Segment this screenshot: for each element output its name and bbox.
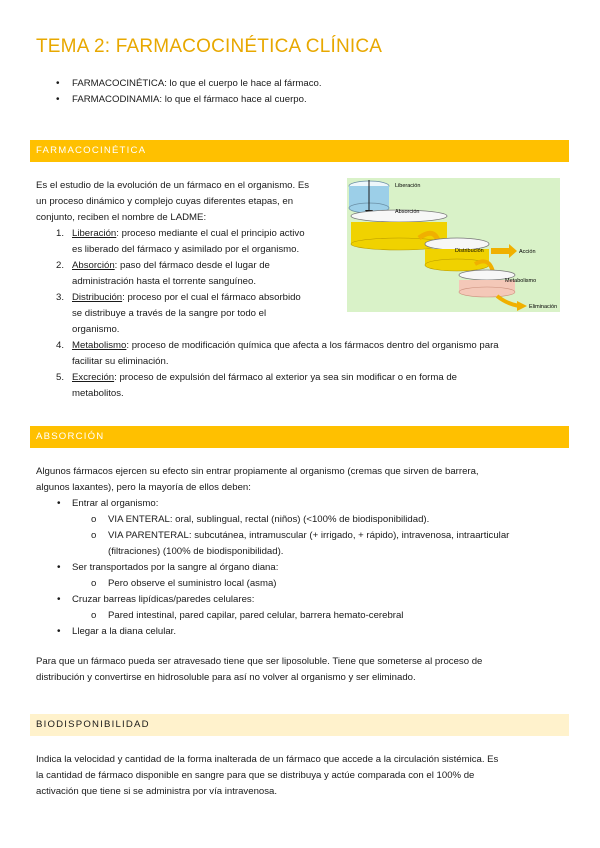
text-line: : proceso de modificación química que afecta a los fármacos dentro del organismo para	[126, 340, 499, 351]
text-line: : proceso de expulsión del fármaco al exterior ya sea sin modificar o en forma de	[114, 372, 458, 383]
farmacocinetica-intro	[36, 178, 346, 226]
text-line: la cantidad de fármaco disponible en sangre para que se distribuya y actúe comparada con el 100% de	[36, 770, 475, 781]
list-item: • FARMACOCINÉTICA: lo que el cuerpo le hace al fármaco.	[36, 76, 566, 92]
label-absorcion: Absorción	[395, 209, 420, 215]
term: Excreción	[72, 372, 115, 383]
term: Absorción	[72, 260, 115, 271]
text-line: Es el estudio de la evolución de un fármaco en el organismo. Es	[36, 180, 310, 191]
list-item	[36, 512, 566, 528]
list-item	[36, 576, 566, 592]
text-line: Algunos fármacos ejercen su efecto sin entrar propiamente al organismo (cremas que sirven de barrera,	[36, 466, 479, 477]
list-item	[36, 528, 566, 544]
list-item	[36, 370, 566, 402]
absorcion-list	[36, 496, 566, 640]
text-line: un proceso dinámico y complejo cuyas diferentes etapas, en	[36, 196, 294, 207]
section-heading-biodisponibilidad: BIODISPONIBILIDAD	[30, 714, 569, 736]
text-line: : paso del fármaco desde el lugar de	[114, 260, 270, 271]
list-number: 4.	[56, 340, 65, 351]
ladme-diagram	[347, 172, 560, 318]
label-eliminacion: Eliminación	[529, 304, 558, 310]
text-line: conjunto, reciben el nombre de LADME:	[36, 212, 207, 223]
absorcion-closing	[36, 654, 566, 686]
list-item	[36, 338, 566, 370]
text-line: distribución y convertirse en hidrosoluble para así no volver al organismo y ser eliminado.	[36, 672, 416, 683]
list-number: 5.	[56, 372, 65, 383]
intro-bullet-list	[36, 76, 566, 108]
list-item	[36, 608, 566, 624]
label-accion: Acción	[519, 249, 536, 255]
list-item-text: VIA PARENTERAL: subcutánea, intramuscular (+ irrigado, + rápido), intravenosa, intraarticular	[108, 530, 510, 541]
section-heading-farmacocinetica: FARMACOCINÉTICA	[30, 140, 569, 162]
list-item-continuation: (filtraciones) (100% de biodisponibilidad).	[108, 546, 284, 557]
list-number: 3.	[56, 292, 65, 303]
text-line: Para que un fármaco pueda ser atravesado tiene que ser liposoluble. Tiene que someterse al proceso de	[36, 656, 483, 667]
text-line: administración hasta el torrente sanguíneo.	[72, 276, 256, 287]
text-line: metabolitos.	[72, 388, 124, 399]
text-line: : proceso mediante el cual el principio activo	[116, 228, 305, 239]
term: Distribución	[72, 292, 123, 303]
list-number: 1.	[56, 228, 65, 239]
beaker-metabolismo-bottom	[459, 287, 515, 297]
term: Liberación	[72, 228, 117, 239]
sub-bullet: o	[91, 530, 97, 541]
list-item-text: VIA ENTERAL: oral, sublingual, rectal (niños) (<100% de biodisponibilidad).	[108, 514, 430, 525]
section-heading-absorcion: ABSORCIÓN	[30, 426, 569, 448]
text-line: : proceso por el cual el fármaco absorbido	[122, 292, 301, 303]
text-line: organismo.	[72, 324, 120, 335]
label-distribucion: Distribución	[455, 248, 484, 254]
absorcion-intro	[36, 464, 566, 496]
text-line: activación que tiene si se administra por vía intravenosa.	[36, 786, 278, 797]
sub-bullet: o	[91, 514, 97, 525]
text-line: algunos laxantes), pero la mayoría de ellos deben:	[36, 482, 251, 493]
list-item: • Llegar a la diana celular.	[36, 624, 566, 640]
list-item-text: Pero observe el suministro local (asma)	[108, 578, 277, 589]
term: Metabolismo	[72, 340, 127, 351]
biodisponibilidad-body	[36, 752, 566, 800]
list-item: • Ser transportados por la sangre al órgano diana:	[36, 560, 566, 576]
list-item: • FARMACODINAMIA: lo que el fármaco hace al cuerpo.	[36, 92, 566, 108]
list-item: • Entrar al organismo:	[36, 496, 566, 512]
text-line: se distribuye a través de la sangre por todo el	[72, 308, 267, 319]
list-item: • Cruzar barreas lipídicas/paredes celulares:	[36, 592, 566, 608]
sub-bullet: o	[91, 610, 97, 621]
text-line: facilitar su eliminación.	[72, 356, 169, 367]
label-liberacion: Liberación	[395, 183, 421, 189]
label-metabolismo: Metabolismo	[505, 278, 537, 284]
page-title: TEMA 2: FARMACOCINÉTICA CLÍNICA	[36, 36, 383, 57]
text-line: es liberado del fármaco y asimilado por el organismo.	[72, 244, 300, 255]
text-line: Indica la velocidad y cantidad de la forma inalterada de un fármaco que accede a la circulación sistémica. Es	[36, 754, 499, 765]
list-number: 2.	[56, 260, 65, 271]
sub-bullet: o	[91, 578, 97, 589]
list-item-text: Pared intestinal, pared capilar, pared celular, barrera hemato-cerebral	[108, 610, 404, 621]
